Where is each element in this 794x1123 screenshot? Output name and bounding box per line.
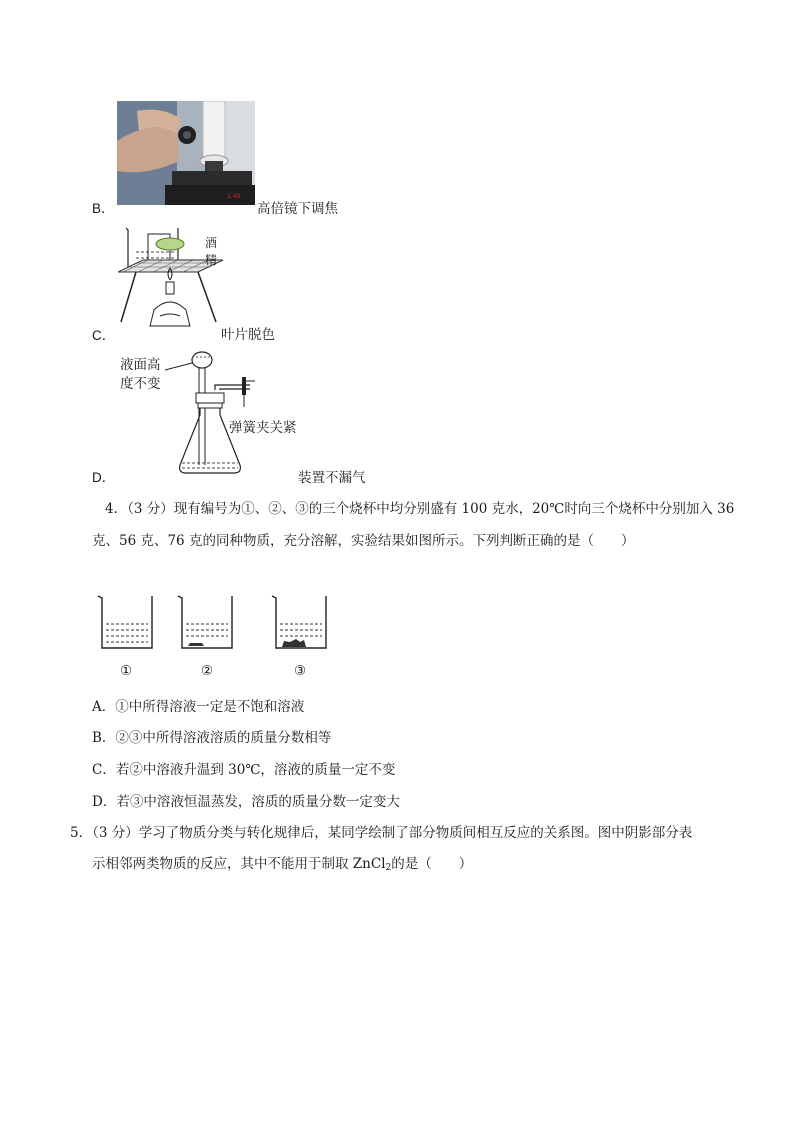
q4-option-d-letter: D． [92, 794, 117, 810]
q4-option-c[interactable] [92, 758, 395, 778]
q4-option-b[interactable] [92, 726, 331, 746]
option-letter-d: D． [92, 470, 116, 485]
q5-stem-line2 [92, 852, 472, 873]
q4-stem-line2: 克、56 克、76 克的同种物质，充分溶解，实验结果如图所示。下列判断正确的是（ ） [92, 533, 635, 549]
q5-stem-line1: 5．（3 分）学习了物质分类与转化规律后，某同学绘制了部分物质间相互反应的关系图。图中阴影部分表 [70, 825, 693, 841]
q5-stem-line2-before: 示相邻两类物质的反应，其中不能用于制取 ZnCl [92, 856, 386, 872]
beaker-label-1: ① [120, 663, 133, 678]
option-letter-b: B． [92, 201, 115, 216]
svg-text:1.4X: 1.4X [227, 193, 241, 200]
beaker-label-3: ③ [294, 663, 307, 678]
q4-option-b-letter: B． [92, 730, 116, 746]
label-clamp-closed: 弹簧夹关紧 [229, 420, 297, 435]
label-alcohol-2: 精 [205, 253, 218, 267]
microscope-photo [117, 101, 255, 205]
option-d-caption: 装置不漏气 [298, 470, 366, 485]
q5-stem-line2-after: 的是（ ） [391, 856, 473, 872]
option-b-caption: 高倍镜下调焦 [257, 201, 338, 216]
q4-option-d-text: 若③中溶液恒温蒸发，溶质的质量分数一定变大 [116, 794, 400, 810]
label-liquid-level-1: 液面高 [120, 357, 161, 372]
label-alcohol-1: 酒 [205, 236, 218, 250]
q4-option-c-letter: C． [92, 762, 116, 778]
q4-option-a[interactable] [92, 695, 304, 715]
q4-option-c-text: 若②中溶液升温到 30℃，溶液的质量一定不变 [115, 762, 396, 778]
q4-option-d[interactable] [92, 790, 400, 810]
q4-beakers-diagram [96, 590, 336, 660]
option-c-caption: 叶片脱色 [221, 327, 275, 342]
q4-option-a-letter: A． [92, 699, 116, 715]
label-liquid-level-2: 度不变 [120, 376, 161, 391]
q4-option-a-text: ①中所得溶液一定是不饱和溶液 [115, 699, 305, 715]
q4-option-b-text: ②③中所得溶液溶质的质量分数相等 [115, 730, 332, 746]
beaker-label-2: ② [201, 663, 214, 678]
q5-stem-line2-sub: 2 [385, 863, 392, 873]
option-letter-c: C． [92, 328, 116, 343]
q4-stem-line1: 4．（3 分）现有编号为①、②、③的三个烧杯中均分别盛有 100 克水，20℃时向三个烧杯中分别加入 36 [105, 501, 735, 517]
